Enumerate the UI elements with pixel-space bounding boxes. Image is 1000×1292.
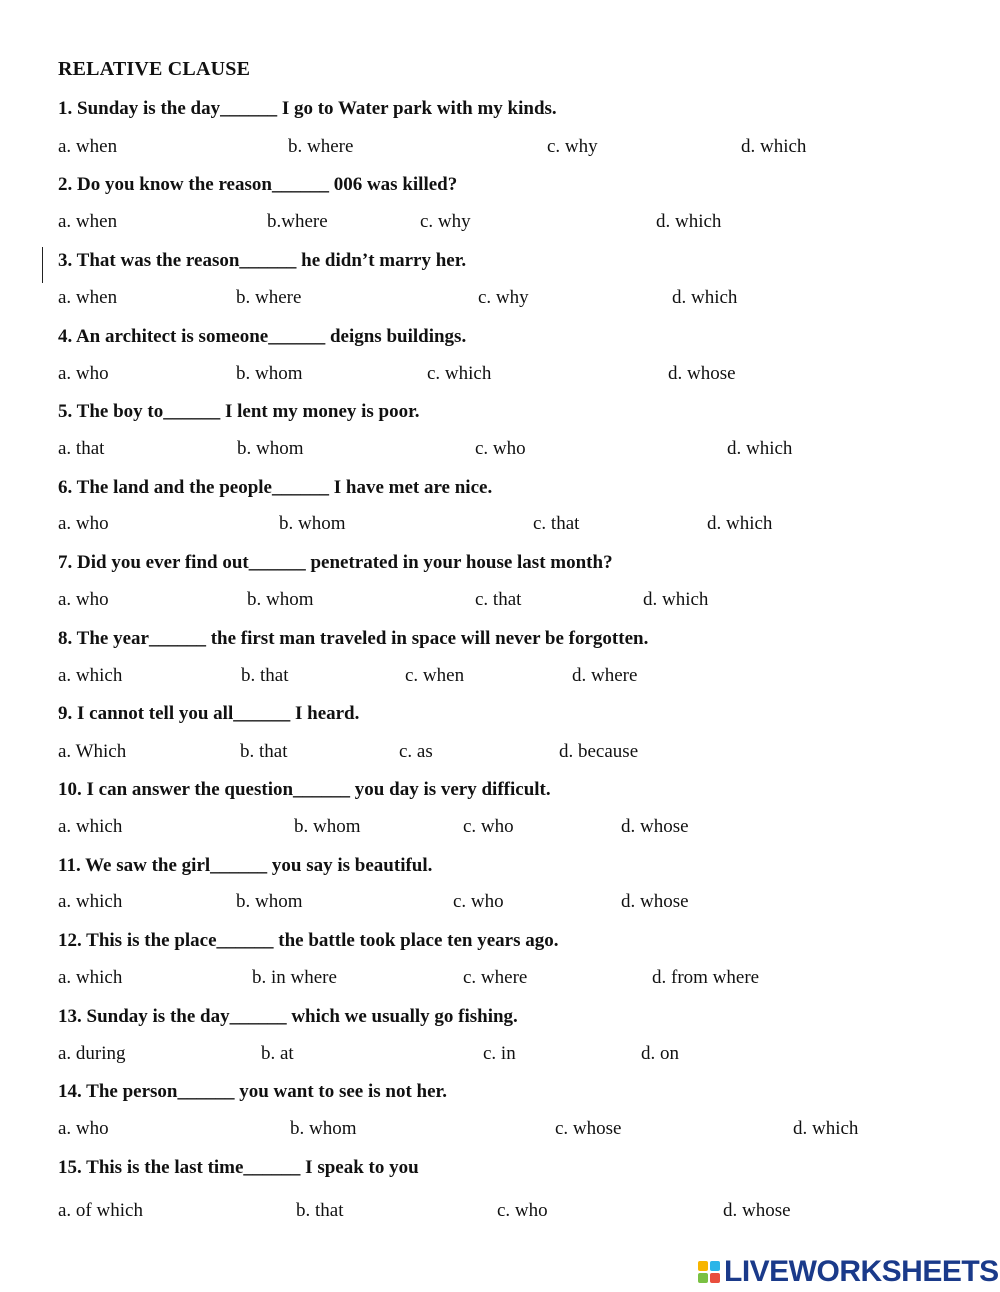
options-9 [0, 741, 1000, 767]
logo-square-2 [710, 1261, 720, 1271]
option-a[interactable]: a. Which [58, 741, 127, 762]
option-a[interactable]: a. who [58, 513, 109, 534]
question-10: 10. I can answer the question______ you day is very difficult. [58, 779, 551, 800]
option-d[interactable]: d. whose [621, 816, 689, 837]
question-15: 15. This is the last time______ I speak to you [58, 1157, 419, 1178]
question-7: 7. Did you ever find out______ penetrated in your house last month? [58, 552, 613, 573]
option-b[interactable]: b. that [296, 1200, 344, 1221]
option-a[interactable]: a. which [58, 967, 123, 988]
option-b[interactable]: b. whom [279, 513, 346, 534]
option-a[interactable]: a. who [58, 1118, 109, 1139]
option-b[interactable]: b. whom [290, 1118, 357, 1139]
option-c[interactable]: c. who [453, 891, 504, 912]
option-a[interactable]: a. who [58, 589, 109, 610]
option-d[interactable]: d. whose [668, 363, 736, 384]
option-a[interactable]: a. when [58, 287, 118, 308]
option-c[interactable]: c. why [420, 211, 471, 232]
options-2 [0, 211, 1000, 237]
options-4 [0, 363, 1000, 389]
option-d[interactable]: d. which [643, 589, 709, 610]
option-c[interactable]: c. whose [555, 1118, 622, 1139]
margin-mark [42, 247, 43, 283]
option-b[interactable]: b. where [236, 287, 302, 308]
options-5 [0, 438, 1000, 464]
question-2: 2. Do you know the reason______ 006 was killed? [58, 174, 458, 195]
option-c[interactable]: c. which [427, 363, 492, 384]
option-b[interactable]: b. whom [236, 891, 303, 912]
option-c[interactable]: c. that [475, 589, 522, 610]
option-d[interactable]: d. which [656, 211, 722, 232]
question-12: 12. This is the place______ the battle took place ten years ago. [58, 930, 559, 951]
option-b[interactable]: b. that [240, 741, 288, 762]
option-a[interactable]: a. during [58, 1043, 126, 1064]
option-c[interactable]: c. who [497, 1200, 548, 1221]
options-11 [0, 891, 1000, 917]
option-b[interactable]: b. at [261, 1043, 294, 1064]
logo-grid-icon [698, 1261, 720, 1283]
options-7 [0, 589, 1000, 615]
option-c[interactable]: c. in [483, 1043, 516, 1064]
question-1: 1. Sunday is the day______ I go to Water park with my kinds. [58, 98, 557, 119]
option-c[interactable]: c. why [478, 287, 529, 308]
option-d[interactable]: d. which [672, 287, 738, 308]
question-8: 8. The year______ the first man traveled in space will never be forgotten. [58, 628, 649, 649]
question-3: 3. That was the reason______ he didn’t marry her. [58, 250, 467, 271]
option-c[interactable]: c. why [547, 136, 598, 157]
option-b[interactable]: b. in where [252, 967, 337, 988]
question-4: 4. An architect is someone______ deigns buildings. [58, 326, 467, 347]
option-d[interactable]: d. which [707, 513, 773, 534]
options-3 [0, 287, 1000, 313]
option-d[interactable]: d. which [741, 136, 807, 157]
option-a[interactable]: a. which [58, 816, 123, 837]
question-5: 5. The boy to______ I lent my money is poor. [58, 401, 420, 422]
option-a[interactable]: a. that [58, 438, 105, 459]
option-d[interactable]: d. on [641, 1043, 679, 1064]
logo-text: LIVEWORKSHEETS [724, 1255, 999, 1288]
logo-square-4 [710, 1273, 720, 1283]
option-c[interactable]: c. when [405, 665, 465, 686]
logo-square-3 [698, 1273, 708, 1283]
option-b[interactable]: b. that [241, 665, 289, 686]
option-c[interactable]: c. that [533, 513, 580, 534]
options-12 [0, 967, 1000, 993]
logo-square-1 [698, 1261, 708, 1271]
question-9: 9. I cannot tell you all______ I heard. [58, 703, 360, 724]
liveworksheets-logo [698, 1252, 999, 1292]
options-10 [0, 816, 1000, 842]
question-11: 11. We saw the girl______ you say is beautiful. [58, 855, 433, 876]
option-c[interactable]: c. who [475, 438, 526, 459]
options-6 [0, 513, 1000, 539]
option-c[interactable]: c. as [399, 741, 433, 762]
option-a[interactable]: a. when [58, 211, 118, 232]
option-b[interactable]: b. whom [237, 438, 304, 459]
option-d[interactable]: d. where [572, 665, 638, 686]
option-c[interactable]: c. where [463, 967, 528, 988]
question-14: 14. The person______ you want to see is not her. [58, 1081, 447, 1102]
option-d[interactable]: d. because [559, 741, 639, 762]
options-15 [0, 1200, 1000, 1226]
question-6: 6. The land and the people______ I have met are nice. [58, 477, 493, 498]
option-a[interactable]: a. who [58, 363, 109, 384]
option-d[interactable]: d. which [793, 1118, 859, 1139]
option-d[interactable]: d. whose [723, 1200, 791, 1221]
option-b[interactable]: b. whom [294, 816, 361, 837]
option-d[interactable]: d. from where [652, 967, 760, 988]
options-14 [0, 1118, 1000, 1144]
option-d[interactable]: d. whose [621, 891, 689, 912]
page-title: RELATIVE CLAUSE [58, 58, 251, 80]
question-13: 13. Sunday is the day______ which we usually go fishing. [58, 1006, 518, 1027]
option-b[interactable]: b. whom [247, 589, 314, 610]
options-1 [0, 136, 1000, 162]
option-a[interactable]: a. which [58, 665, 123, 686]
option-a[interactable]: a. when [58, 136, 118, 157]
options-8 [0, 665, 1000, 691]
option-d[interactable]: d. which [727, 438, 793, 459]
option-b[interactable]: b.where [267, 211, 328, 232]
option-a[interactable]: a. which [58, 891, 123, 912]
options-13 [0, 1043, 1000, 1069]
option-b[interactable]: b. whom [236, 363, 303, 384]
option-c[interactable]: c. who [463, 816, 514, 837]
option-b[interactable]: b. where [288, 136, 354, 157]
option-a[interactable]: a. of which [58, 1200, 143, 1221]
